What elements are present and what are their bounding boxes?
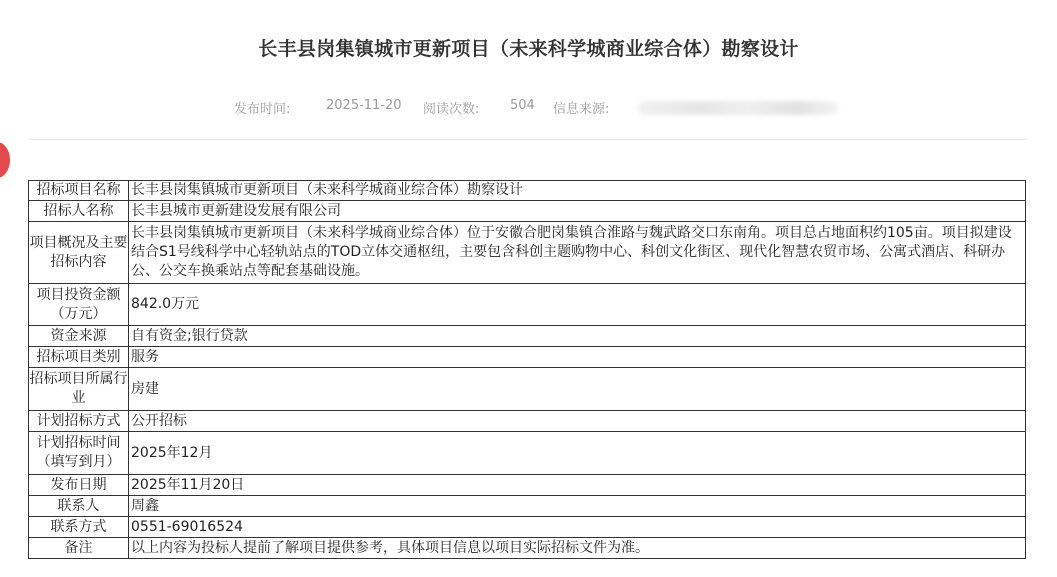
- row-value: 以上内容为投标人提前了解项目提供参考，具体项目信息以项目实际招标文件为准。: [129, 538, 1026, 559]
- table-row: [29, 326, 1026, 347]
- publish-time-label: 发布时间:: [234, 102, 291, 117]
- row-value: 0551-69016524: [129, 517, 1026, 538]
- row-label: 招标项目类别: [29, 347, 129, 368]
- table-row: [29, 517, 1026, 538]
- page-title: 长丰县岗集镇城市更新项目（未来科学城商业综合体）勘察设计: [258, 38, 799, 60]
- row-value: 长丰县岗集镇城市更新项目（未来科学城商业综合体）位于安徽合肥岗集镇合淮路与魏武路交口东南角。项目总占地面积约105亩。项目拟建设结合S1号线科学中心轻轨站点的TOD立体交通枢纽，主要包含科创主题购物中心、科创文化街区、现代化智慧农贸市场、公寓式酒店、科研办公、公交车换乘站点等配套基础设施。: [129, 222, 1026, 284]
- row-value: 2025年11月20日: [129, 475, 1026, 496]
- row-label: 计划招标方式: [29, 411, 129, 432]
- table-row: [29, 347, 1026, 368]
- publish-time-value: 2025-11-20: [326, 98, 402, 113]
- row-label: 计划招标时间（填写到月）: [29, 432, 129, 475]
- table-row: [29, 222, 1026, 284]
- header-divider: [30, 139, 1026, 140]
- tender-info-table: [28, 180, 1026, 559]
- row-value: 长丰县岗集镇城市更新项目（未来科学城商业综合体）勘察设计: [129, 181, 1026, 201]
- row-label: 发布日期: [29, 475, 129, 496]
- table-row: [29, 538, 1026, 559]
- table-row: [29, 411, 1026, 432]
- row-label: 备注: [29, 538, 129, 559]
- view-count-value: 504: [510, 98, 535, 113]
- row-label: 项目概况及主要招标内容: [29, 222, 129, 284]
- row-label: 资金来源: [29, 326, 129, 347]
- table-row: [29, 284, 1026, 326]
- row-label: 项目投资金额（万元）: [29, 284, 129, 326]
- row-value: 房建: [129, 368, 1026, 411]
- table-row: [29, 432, 1026, 475]
- table-row: [29, 475, 1026, 496]
- row-value: 服务: [129, 347, 1026, 368]
- table-row: [29, 368, 1026, 411]
- row-value: 842.0万元: [129, 284, 1026, 326]
- row-label: 招标项目所属行业: [29, 368, 129, 411]
- row-value: 2025年12月: [129, 432, 1026, 475]
- row-label: 招标人名称: [29, 201, 129, 222]
- row-value: 公开招标: [129, 411, 1026, 432]
- table-row: [29, 201, 1026, 222]
- article-meta-bar: [0, 98, 1057, 118]
- table-row: [29, 181, 1026, 201]
- view-count-label: 阅读次数:: [423, 102, 480, 117]
- row-value: 自有资金;银行贷款: [129, 326, 1026, 347]
- source-value-redacted: [638, 101, 838, 115]
- row-value: 长丰县城市更新建设发展有限公司: [129, 201, 1026, 222]
- table-row: [29, 496, 1026, 517]
- row-label: 联系人: [29, 496, 129, 517]
- source-label: 信息来源:: [553, 102, 610, 117]
- row-label: 联系方式: [29, 517, 129, 538]
- row-label: 招标项目名称: [29, 181, 129, 201]
- row-value: 周鑫: [129, 496, 1026, 517]
- floating-side-badge[interactable]: [0, 142, 10, 178]
